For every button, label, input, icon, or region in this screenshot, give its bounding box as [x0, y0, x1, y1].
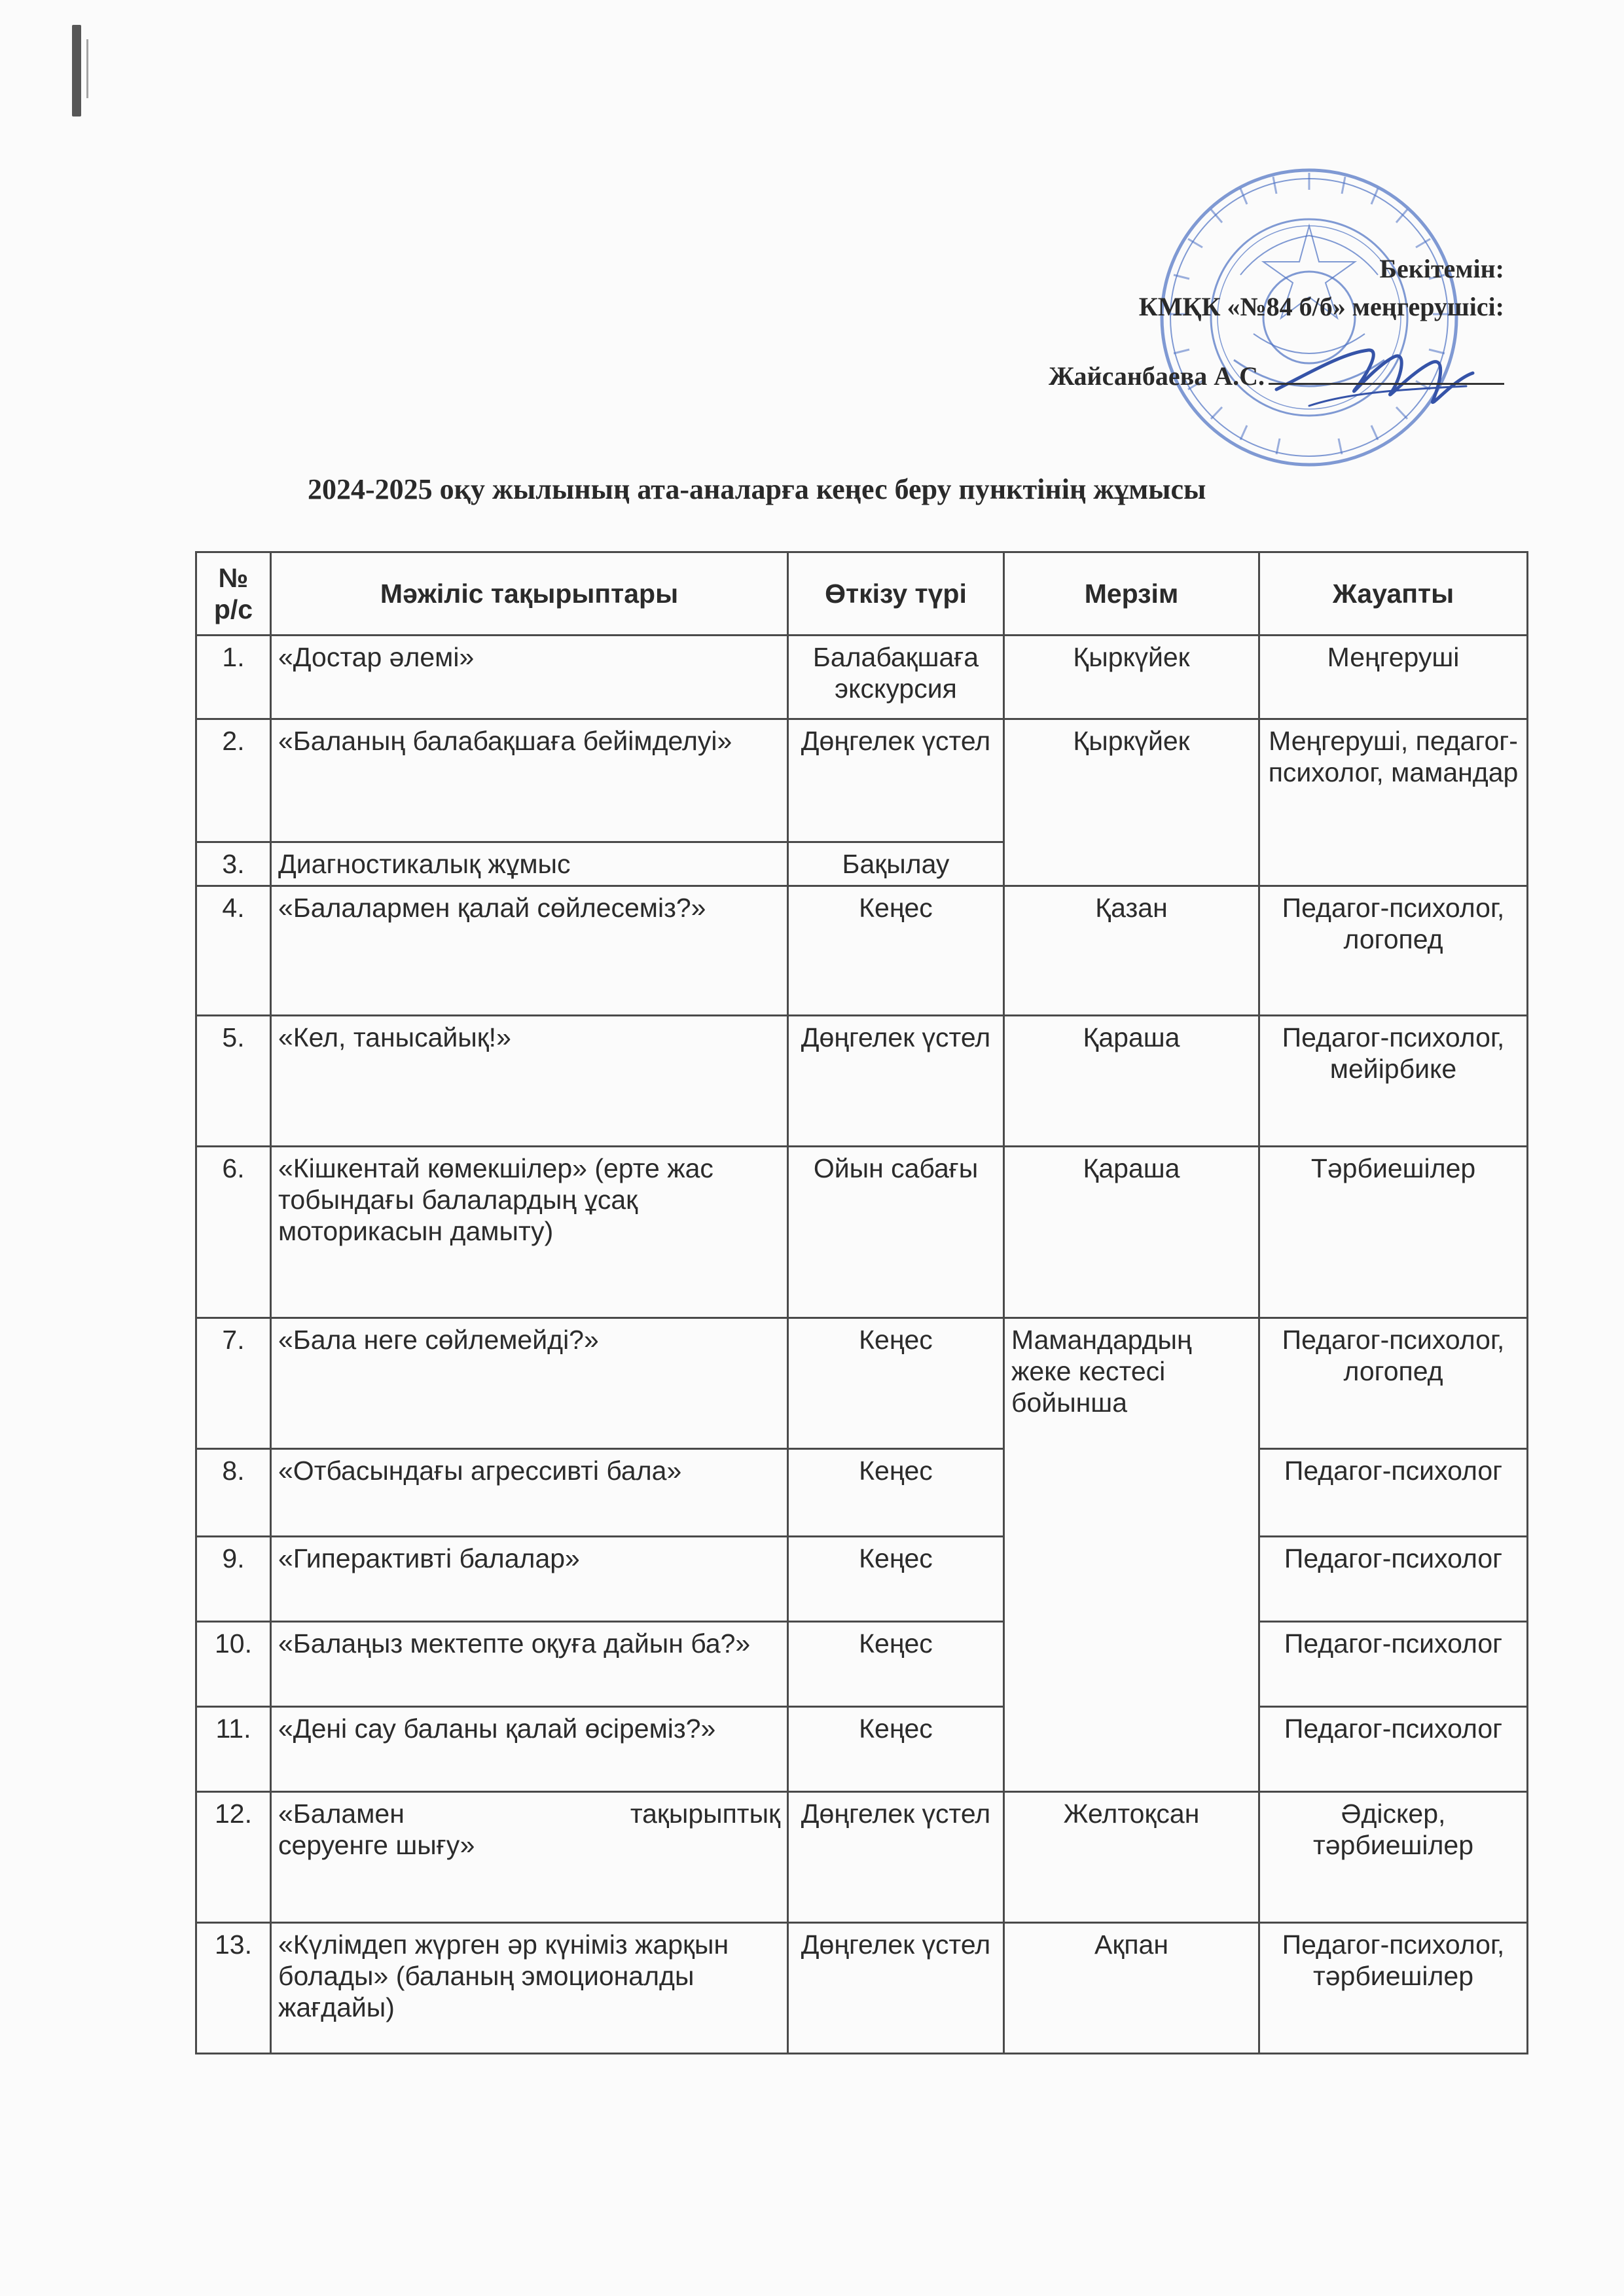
table-header-row — [196, 552, 1528, 636]
row-term: Қараша — [1004, 1016, 1259, 1147]
row-topic: «Кішкентай көмекшілер» (ерте жас тобындағы балалардың ұсақ моторикасын дамыту) — [271, 1147, 788, 1318]
table-row — [196, 1792, 1528, 1923]
row-num: 12. — [196, 1792, 271, 1923]
row-topic: «Күлімдеп жүрген әр күніміз жарқын болады» (баланың эмоционалды жағдайы) — [271, 1923, 788, 2054]
row-type: Кеңес — [788, 886, 1004, 1016]
row-num: 3. — [196, 842, 271, 886]
header-num: № р/с — [196, 552, 271, 636]
scan-artifact — [86, 39, 88, 98]
row-topic-line2: серуенге шығу» — [278, 1830, 475, 1860]
row-num: 4. — [196, 886, 271, 1016]
row-topic: «Дені сау баланы қалай өсіреміз?» — [271, 1707, 788, 1792]
row-term: Мамандардың жеке кестесі бойынша — [1004, 1318, 1259, 1792]
row-type: Кеңес — [788, 1449, 1004, 1537]
row-type: Дөңгелек үстел — [788, 1923, 1004, 2054]
row-topic: «Баланың балабақшаға бейімделуі» — [271, 719, 788, 842]
table-row — [196, 886, 1528, 1016]
row-topic: «Балалармен қалай сөйлесеміз?» — [271, 886, 788, 1016]
row-topic: «Гиперактивті балалар» — [271, 1537, 788, 1622]
header-type: Өткізу түрі — [788, 552, 1004, 636]
document-title: 2024-2025 оқу жылының ата-аналарға кеңес беру пунктінің жұмысы — [308, 473, 1206, 505]
table-row — [196, 1537, 1528, 1622]
row-responsible: Педагог-психолог — [1259, 1707, 1528, 1792]
row-type: Кеңес — [788, 1707, 1004, 1792]
approval-name: Жайсанбаева А.С. — [1048, 361, 1265, 391]
row-num: 1. — [196, 636, 271, 719]
row-topic — [271, 1792, 788, 1923]
table-row — [196, 1318, 1528, 1449]
row-responsible: Педагог-психолог — [1259, 1622, 1528, 1707]
row-type: Дөңгелек үстел — [788, 719, 1004, 842]
table-row — [196, 1707, 1528, 1792]
row-responsible: Педагог-психолог — [1259, 1449, 1528, 1537]
row-topic: «Балаңыз мектепте оқуға дайын ба?» — [271, 1622, 788, 1707]
row-type: Ойын сабағы — [788, 1147, 1004, 1318]
row-term: Қараша — [1004, 1147, 1259, 1318]
table-row — [196, 1622, 1528, 1707]
row-topic: «Кел, танысайық!» — [271, 1016, 788, 1147]
row-num: 9. — [196, 1537, 271, 1622]
signature-line — [1269, 363, 1504, 385]
row-num: 5. — [196, 1016, 271, 1147]
table-row — [196, 1449, 1528, 1537]
row-num: 8. — [196, 1449, 271, 1537]
row-type: Кеңес — [788, 1318, 1004, 1449]
scan-artifact — [72, 25, 81, 117]
row-type: Балабақшаға экскурсия — [788, 636, 1004, 719]
row-responsible: Педагог-психолог, тәрбиешілер — [1259, 1923, 1528, 2054]
table-row — [196, 719, 1528, 842]
table-row — [196, 1147, 1528, 1318]
row-term: Желтоқсан — [1004, 1792, 1259, 1923]
row-topic-line1: «Баламен тақырыптық — [278, 1799, 780, 1829]
row-topic: Диагностикалық жұмыс — [271, 842, 788, 886]
row-responsible: Педагог-психолог — [1259, 1537, 1528, 1622]
row-type: Бақылау — [788, 842, 1004, 886]
approval-position: КМҚК «№84 б/б» меңгерушісі: — [1138, 292, 1504, 321]
header-term: Мерзім — [1004, 552, 1259, 636]
row-term: Қыркүйек — [1004, 719, 1259, 886]
row-responsible: Педагог-психолог, логопед — [1259, 886, 1528, 1016]
row-type: Дөңгелек үстел — [788, 1792, 1004, 1923]
row-num: 2. — [196, 719, 271, 842]
row-responsible: Меңгеруші, педагог-психолог, мамандар — [1259, 719, 1528, 886]
row-num: 11. — [196, 1707, 271, 1792]
row-responsible: Меңгеруші — [1259, 636, 1528, 719]
row-type: Кеңес — [788, 1622, 1004, 1707]
table-row — [196, 1016, 1528, 1147]
table-row — [196, 636, 1528, 719]
row-num: 6. — [196, 1147, 271, 1318]
row-topic: «Бала неге сөйлемейді?» — [271, 1318, 788, 1449]
header-responsible: Жауапты — [1259, 552, 1528, 636]
row-num: 10. — [196, 1622, 271, 1707]
approval-heading: Бекітемін: — [1379, 254, 1504, 283]
consultation-plan-table — [195, 551, 1528, 2054]
row-num: 13. — [196, 1923, 271, 2054]
approval-block — [1049, 250, 1504, 395]
row-topic: «Отбасындағы агрессивті бала» — [271, 1449, 788, 1537]
row-type: Дөңгелек үстел — [788, 1016, 1004, 1147]
row-responsible: Педагог-психолог, мейірбике — [1259, 1016, 1528, 1147]
row-responsible: Педагог-психолог, логопед — [1259, 1318, 1528, 1449]
row-responsible: Тәрбиешілер — [1259, 1147, 1528, 1318]
table-row — [196, 1923, 1528, 2054]
header-topic: Мәжіліс тақырыптары — [271, 552, 788, 636]
row-topic: «Достар әлемі» — [271, 636, 788, 719]
approval-signature-row — [1049, 357, 1504, 395]
row-term: Қазан — [1004, 886, 1259, 1016]
row-term: Ақпан — [1004, 1923, 1259, 2054]
row-num: 7. — [196, 1318, 271, 1449]
row-type: Кеңес — [788, 1537, 1004, 1622]
row-term: Қыркүйек — [1004, 636, 1259, 719]
row-responsible: Әдіскер, тәрбиешілер — [1259, 1792, 1528, 1923]
